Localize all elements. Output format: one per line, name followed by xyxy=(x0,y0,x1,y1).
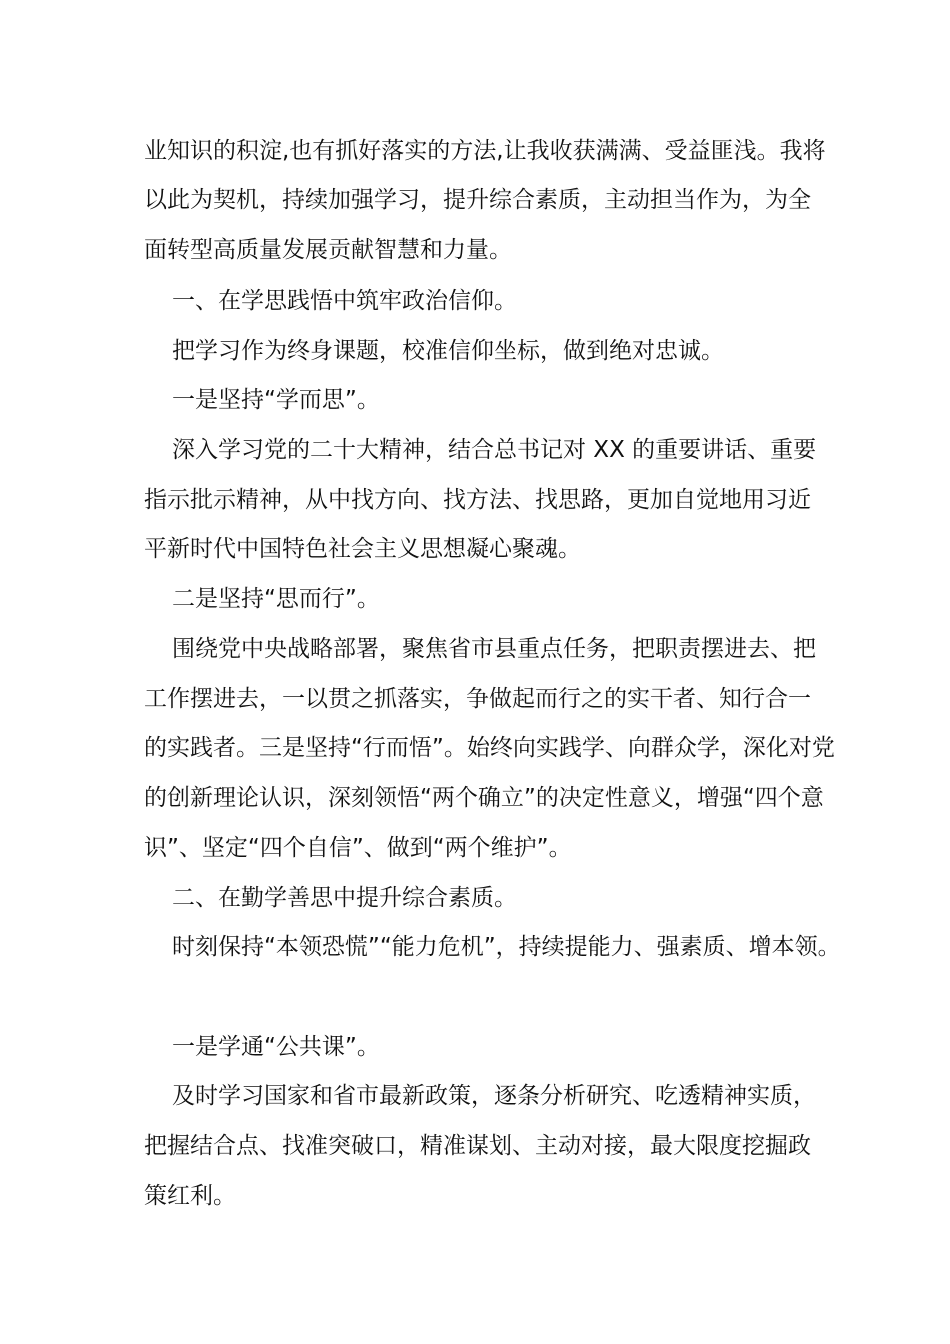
text-line: 以此为契机，持续加强学习，提升综合素质，主动担当作为，为全 xyxy=(144,187,811,213)
text-line: 把学习作为终身课题，校准信仰坐标，做到绝对忠诚。 xyxy=(172,338,724,364)
text-line: 识”、坚定“四个自信”、做到“两个维护”。 xyxy=(144,835,572,861)
text-line: 的创新理论认识，深刻领悟“两个确立”的决定性意义，增强“四个意 xyxy=(144,785,824,811)
sub-heading: 一是坚持“学而思”。 xyxy=(172,387,380,413)
sub-heading: 一是学通“公共课”。 xyxy=(172,1034,380,1060)
section-heading: 二、在勤学善思中提升综合素质。 xyxy=(172,885,517,911)
text-line: 平新时代中国特色社会主义思想凝心聚魂。 xyxy=(144,536,581,562)
text-line: 围绕党中央战略部署，聚焦省市县重点任务，把职责摆进去、把 xyxy=(172,636,816,662)
text-line: 策红利。 xyxy=(144,1183,236,1209)
text-line: 业知识的积淀,也有抓好落实的方法,让我收获满满、受益匪浅。我将 xyxy=(144,138,826,164)
text-line: 时刻保持“本领恐慌”“能力危机”，持续提能力、强素质、增本领。 xyxy=(172,934,841,960)
text-line: 指示批示精神，从中找方向、找方法、找思路，更加自觉地用习近 xyxy=(144,487,811,513)
text-line: 工作摆进去，一以贯之抓落实，争做起而行之的实干者、知行合一 xyxy=(144,686,811,712)
text-line: 把握结合点、找准突破口，精准谋划、主动对接，最大限度挖掘政 xyxy=(144,1133,811,1159)
section-heading: 一、在学思践悟中筑牢政治信仰。 xyxy=(172,288,517,314)
text-line: 面转型高质量发展贡献智慧和力量。 xyxy=(144,237,512,263)
text-line: 的实践者。三是坚持“行而悟”。始终向实践学、向群众学，深化对党 xyxy=(144,735,835,761)
sub-heading: 二是坚持“思而行”。 xyxy=(172,586,380,612)
text-line: 深入学习党的二十大精神，结合总书记对 XX 的重要讲话、重要 xyxy=(172,437,817,463)
text-line: 及时学习国家和省市最新政策，逐条分析研究、吃透精神实质， xyxy=(172,1083,816,1109)
